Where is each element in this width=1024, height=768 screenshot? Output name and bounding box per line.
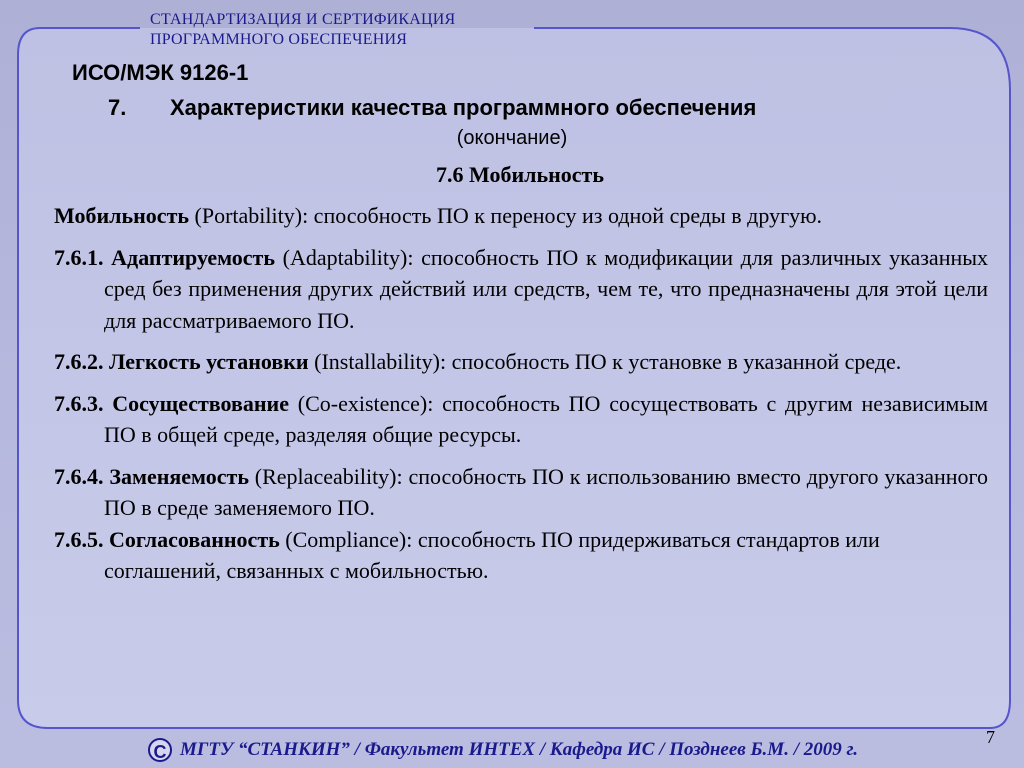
definition-number: 7.6.3. bbox=[54, 390, 104, 416]
copyright-icon: С bbox=[148, 738, 172, 762]
definitions-list bbox=[54, 200, 988, 587]
definition-number: 7.6.2. bbox=[54, 349, 104, 374]
footer-text: МГТУ “СТАНКИН” / Факультет ИНТЕХ / Кафедра ИС / Позднеев Б.М. / 2009 г. bbox=[180, 739, 858, 760]
definition-english: (Portability) bbox=[194, 203, 303, 228]
definition-term: Мобильность bbox=[54, 203, 190, 228]
standard-code: ИСО/МЭК 9126-1 bbox=[72, 60, 249, 85]
definition-number: 7.6.5. bbox=[54, 526, 104, 552]
definition-text: : способность ПО к использованию вместо другого указанного ПО в среде заменяемого ПО. bbox=[104, 463, 988, 520]
definition-replaceability bbox=[54, 461, 988, 524]
page-number: 7 bbox=[986, 727, 995, 747]
definition-english: (Replaceability) bbox=[254, 463, 397, 489]
definition-term: Адаптируемость bbox=[111, 244, 275, 270]
definition-text: : способность ПО придерживаться стандартов или соглашений, связанных с мобильностью. bbox=[104, 526, 880, 583]
course-title bbox=[150, 10, 455, 50]
section-subtitle: (окончание) bbox=[456, 127, 568, 149]
definition-installability bbox=[54, 346, 988, 378]
definition-compliance bbox=[54, 524, 988, 587]
section-heading bbox=[108, 95, 948, 121]
subsection-title: 7.6 Мобильность bbox=[435, 162, 604, 187]
definition-number: 7.6.4. bbox=[54, 463, 104, 489]
definition-text: : способность ПО к модификации для различных указанных сред без применения других действий или средств, чем те, что предназначены для этой цели для рассматриваемого ПО. bbox=[104, 244, 989, 333]
definition-english: (Co-existence) bbox=[297, 390, 428, 416]
definition-portability bbox=[54, 200, 988, 232]
footer bbox=[148, 738, 858, 762]
definition-number: 7.6.1. bbox=[54, 244, 104, 270]
section-number: 7. bbox=[108, 95, 127, 120]
definition-text: : способность ПО сосуществовать с другим независимым ПО в общей среде, разделяя общие ресурсы. bbox=[104, 390, 989, 447]
definition-adaptability bbox=[54, 242, 988, 337]
definition-english: (Installability) bbox=[314, 349, 440, 374]
definition-term: Легкость установки bbox=[109, 349, 309, 374]
definition-english: (Compliance) bbox=[285, 526, 407, 552]
definition-english: (Adaptability) bbox=[282, 244, 408, 270]
course-title-line-1: СТАНДАРТИЗАЦИЯ И СЕРТИФИКАЦИЯ bbox=[150, 11, 456, 28]
definition-text: : способность ПО к переносу из одной среды в другую. bbox=[302, 203, 823, 228]
course-title-line-2: ПРОГРАММНОГО ОБЕСПЕЧЕНИЯ bbox=[150, 31, 408, 48]
definition-term: Сосуществование bbox=[112, 390, 289, 416]
definition-term: Согласованность bbox=[109, 526, 280, 552]
section-title: Характеристики качества программного обеспечения bbox=[170, 95, 757, 120]
definition-text: : способность ПО к установке в указанной среде. bbox=[439, 349, 902, 374]
definition-coexistence bbox=[54, 388, 988, 451]
definition-term: Заменяемость bbox=[109, 463, 249, 489]
